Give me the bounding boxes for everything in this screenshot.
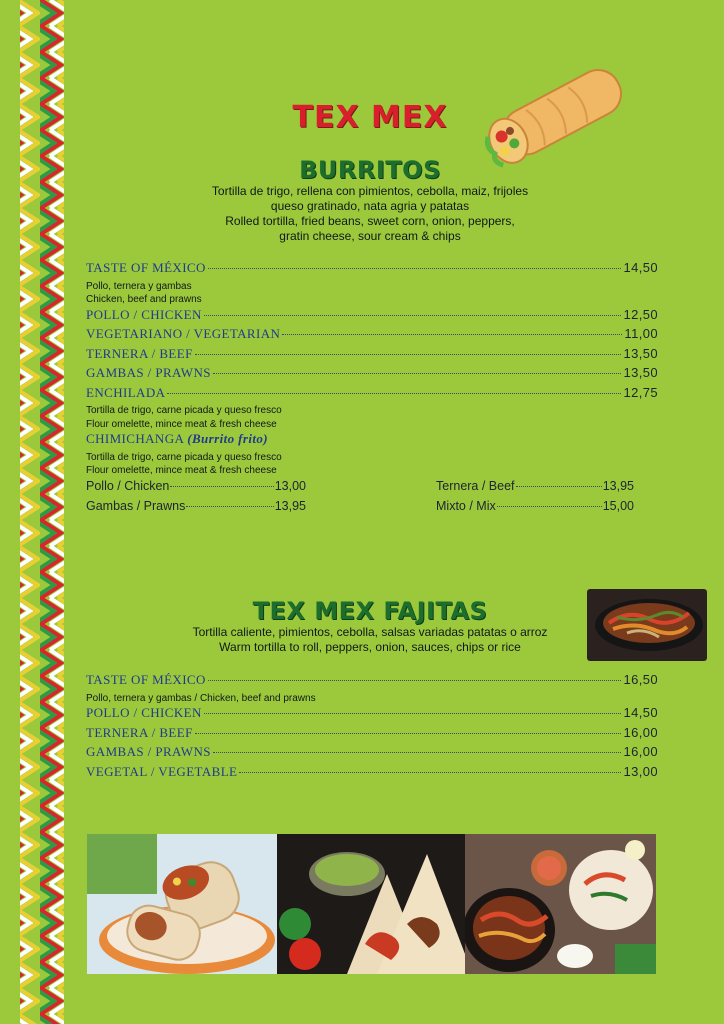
- menu-item: [86, 346, 658, 366]
- chimichanga-name: CHIMICHANGA: [86, 431, 184, 446]
- item-price: 12,75: [623, 384, 658, 400]
- menu-item: [86, 764, 658, 784]
- burritos-description: [0, 184, 724, 244]
- fajitas-table-photo: [465, 834, 656, 974]
- item-name: ENCHILADA: [86, 384, 166, 400]
- item-name: [86, 431, 268, 447]
- fajitas-desc-line: Warm tortilla to roll, peppers, onion, sauces, chips or rice: [219, 640, 521, 654]
- leader-dots: [516, 486, 602, 487]
- option-name: Pollo / Chicken: [86, 479, 170, 493]
- leader-dots: [208, 268, 622, 269]
- menu-item: [86, 705, 658, 725]
- leader-dots: [213, 373, 622, 374]
- leader-dots: [195, 733, 622, 734]
- burritos-plate-photo: [87, 834, 277, 974]
- leader-dots: [282, 334, 622, 335]
- guacamole-wraps-photo: [277, 834, 465, 974]
- option-price: 13,95: [602, 479, 634, 493]
- item-description: Pollo, ternera y gambas / Chicken, beef and prawns: [86, 692, 316, 704]
- item-price: 13,50: [623, 365, 658, 380]
- item-name: TERNERA / BEEF: [86, 345, 193, 361]
- fajitas-description: [0, 625, 724, 655]
- fajitas-list: [86, 672, 658, 783]
- item-price: 16,00: [623, 744, 658, 759]
- burritos-desc-line: Rolled tortilla, fried beans, sweet corn, onion, peppers,: [225, 214, 515, 228]
- menu-item: [86, 307, 658, 327]
- burritos-list: [86, 260, 658, 478]
- menu-title: TEX MEX: [292, 100, 448, 135]
- leader-dots: [239, 772, 621, 773]
- item-name: GAMBAS / PRAWNS: [86, 744, 211, 759]
- leader-dots: [186, 506, 273, 507]
- item-description: Flour omelette, mince meat & fresh cheese: [86, 465, 277, 476]
- menu-item: [86, 260, 658, 280]
- menu-item: [86, 744, 658, 764]
- item-price: 16,50: [623, 672, 658, 687]
- item-description: Chicken, beef and prawns: [86, 294, 202, 305]
- option-name: Mixto / Mix: [436, 499, 496, 513]
- option-price: 13,00: [274, 479, 306, 493]
- item-description: Tortilla de trigo, carne picada y queso fresco: [86, 405, 282, 416]
- item-description: Flour omelette, mince meat & fresh cheese: [86, 418, 277, 430]
- option-price: 13,95: [274, 499, 306, 513]
- menu-item: [86, 672, 658, 692]
- fajitas-title: TEX MEX FAJITAS: [252, 597, 488, 625]
- leader-dots: [208, 680, 622, 681]
- item-name: TASTE OF MÉXICO: [86, 260, 206, 275]
- leader-dots: [167, 393, 621, 394]
- zigzag-border: [0, 0, 64, 1024]
- option-item: [436, 479, 634, 493]
- item-description: Tortilla de trigo, carne picada y queso fresco: [86, 451, 282, 463]
- menu-item: [86, 365, 658, 385]
- menu-item: [86, 385, 658, 405]
- option-item: [86, 499, 306, 513]
- food-photo-strip: [87, 834, 656, 974]
- item-price: 13,50: [623, 345, 658, 361]
- option-name: Gambas / Prawns: [86, 499, 186, 513]
- item-name: VEGETARIANO / VEGETARIAN: [86, 326, 281, 341]
- fajitas-desc-line: Tortilla caliente, pimientos, cebolla, salsas variadas patatas o arroz: [192, 625, 548, 639]
- burritos-title: BURRITOS: [299, 156, 441, 184]
- leader-dots: [213, 752, 622, 753]
- burritos-desc-line: Tortilla de trigo, rellena con pimientos, cebolla, maiz, frijoles: [211, 184, 529, 198]
- leader-dots: [204, 315, 622, 316]
- item-price: 16,00: [623, 724, 658, 740]
- item-description: Pollo, ternera y gambas: [86, 280, 192, 292]
- option-item: [436, 499, 634, 513]
- option-item: [86, 479, 306, 493]
- item-price: 14,50: [623, 260, 658, 275]
- leader-dots: [195, 354, 622, 355]
- menu-item: [86, 725, 658, 745]
- leader-dots: [497, 506, 602, 507]
- item-name: VEGETAL / VEGETABLE: [86, 763, 238, 779]
- menu-item-chimichanga: [86, 431, 658, 451]
- burritos-desc-line: queso gratinado, nata agria y patatas: [270, 199, 470, 213]
- leader-dots: [170, 486, 273, 487]
- item-price: 11,00: [624, 326, 658, 341]
- item-name: GAMBAS / PRAWNS: [86, 365, 211, 380]
- leader-dots: [204, 713, 622, 714]
- item-name: POLLO / CHICKEN: [86, 705, 202, 720]
- menu-item: [86, 326, 658, 346]
- chimichanga-options: [86, 479, 658, 519]
- item-name: TASTE OF MÉXICO: [86, 672, 206, 687]
- option-price: 15,00: [602, 499, 634, 513]
- burritos-desc-line: gratin cheese, sour cream & chips: [279, 229, 461, 243]
- option-name: Ternera / Beef: [436, 479, 515, 493]
- item-price: 12,50: [623, 306, 658, 322]
- item-name: TERNERA / BEEF: [86, 724, 193, 740]
- chimichanga-note: (Burrito frito): [187, 431, 268, 446]
- item-price: 13,00: [623, 763, 658, 779]
- item-name: POLLO / CHICKEN: [86, 306, 202, 322]
- item-price: 14,50: [623, 705, 658, 720]
